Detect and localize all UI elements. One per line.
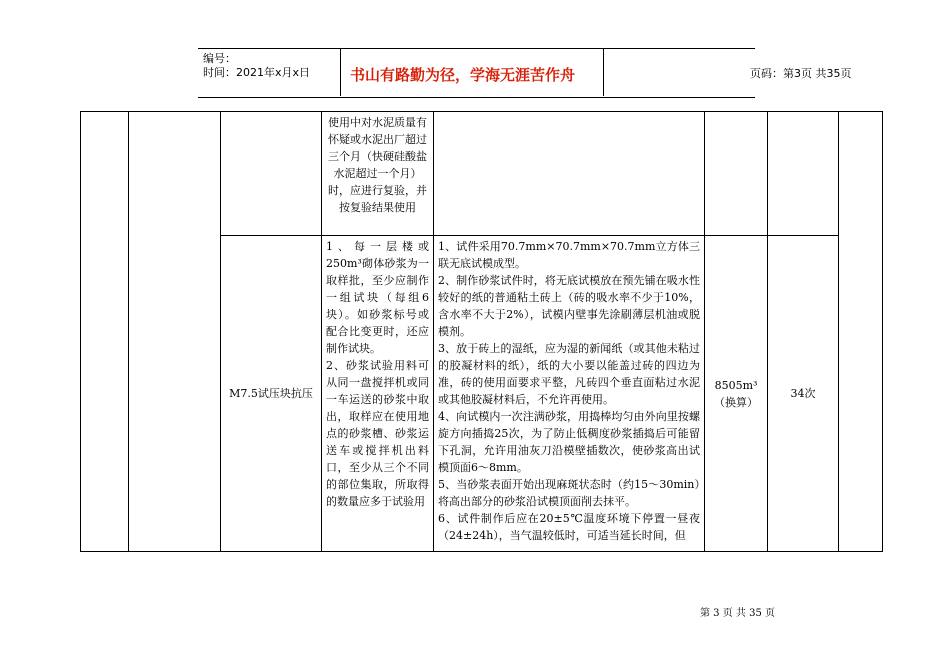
table-cell-quantity-empty <box>705 112 768 236</box>
header-motto-area <box>340 49 852 97</box>
table-cell-blank-2 <box>129 112 221 552</box>
number-label: 编号： <box>203 52 236 65</box>
page-footer: 第 3 页 共 35 页 <box>700 608 775 619</box>
test-item-label: M7.5试压块抗压 <box>229 387 313 400</box>
quantity-cell <box>705 236 768 552</box>
table-cell-method-empty <box>434 112 705 236</box>
cement-recheck-requirement <box>322 112 434 236</box>
sampling-rules <box>322 236 434 552</box>
cement-recheck-text: 使用中对水泥质量有怀疑或水泥出厂超过三个月（快硬硅酸盐水泥超过一个月）时，应进行复验，并按复验结果使用 <box>328 116 427 214</box>
quantity-value: 8505m³ <box>714 378 758 392</box>
table-row <box>81 112 883 236</box>
table-cell-item-empty <box>221 112 322 236</box>
page-header <box>198 48 852 98</box>
frequency-cell <box>768 236 839 552</box>
method-step: 6、试件制作后应在20±5℃温度环境下停置一昼夜（24±24h），当气温较低时，可适当延长时间，但 <box>438 512 700 542</box>
test-item-name <box>221 236 322 552</box>
sampling-rule: 1、每一层楼或250m³砌体砂浆为一取样批，至少应制作一组试块（每组6块）。如砂浆标号或配合比变更时，还应制作试块。 <box>326 240 429 355</box>
inspection-table <box>80 111 883 552</box>
table-cell-blank-8 <box>839 112 883 552</box>
page-info: 页码：第3页 共35页 <box>750 67 852 80</box>
test-method <box>434 236 705 552</box>
table-cell-blank-1 <box>81 112 129 552</box>
frequency-value: 34次 <box>790 387 816 400</box>
sampling-rule: 2、砂浆试验用料可从同一盘搅拌机或同一车运送的砂浆中取出，取样应在使用地点的砂浆槽、砂浆运送车或搅拌机出料口，至少从三个不同的部位集取，所取得的数量应多于试验用 <box>326 359 429 508</box>
method-step: 5、当砂浆表面开始出现麻斑状态时（约15～30min）将高出部分的砂浆沿试模顶面削去抹平。 <box>438 478 700 508</box>
method-step: 2、制作砂浆试件时，将无底试模放在预先铺在吸水性较好的纸的普通粘土砖上（砖的吸水率不少于10%，含水率不大于2%），试模内壁事先涂刷薄层机油或脱模剂。 <box>438 274 700 338</box>
method-step: 4、向试模内一次注满砂浆，用捣棒均匀由外向里按螺旋方向插捣25次，为了防止低稠度砂浆插捣后可能留下孔洞，允许用油灰刀沿模壁插数次，使砂浆高出试模顶面6～8mm。 <box>438 410 700 474</box>
quantity-note: （换算） <box>714 395 758 409</box>
time-label: 时间：2021年x月x日 <box>203 66 311 79</box>
table-cell-frequency-empty <box>768 112 839 236</box>
header-meta <box>198 49 340 97</box>
method-step: 3、放于砖上的湿纸，应为湿的新闻纸（或其他未粘过的胶凝材料的纸），纸的大小要以能盖过砖的四边为准，砖的使用面要求平整，凡砖四个垂直面粘过水泥或其他胶凝材料后，不允许再使用。 <box>438 342 700 406</box>
method-step: 1、试件采用70.7mm×70.7mm×70.7mm立方体三联无底试模成型。 <box>438 240 700 270</box>
motto-text: 书山有路勤为径，学海无涯苦作舟 <box>350 66 576 84</box>
